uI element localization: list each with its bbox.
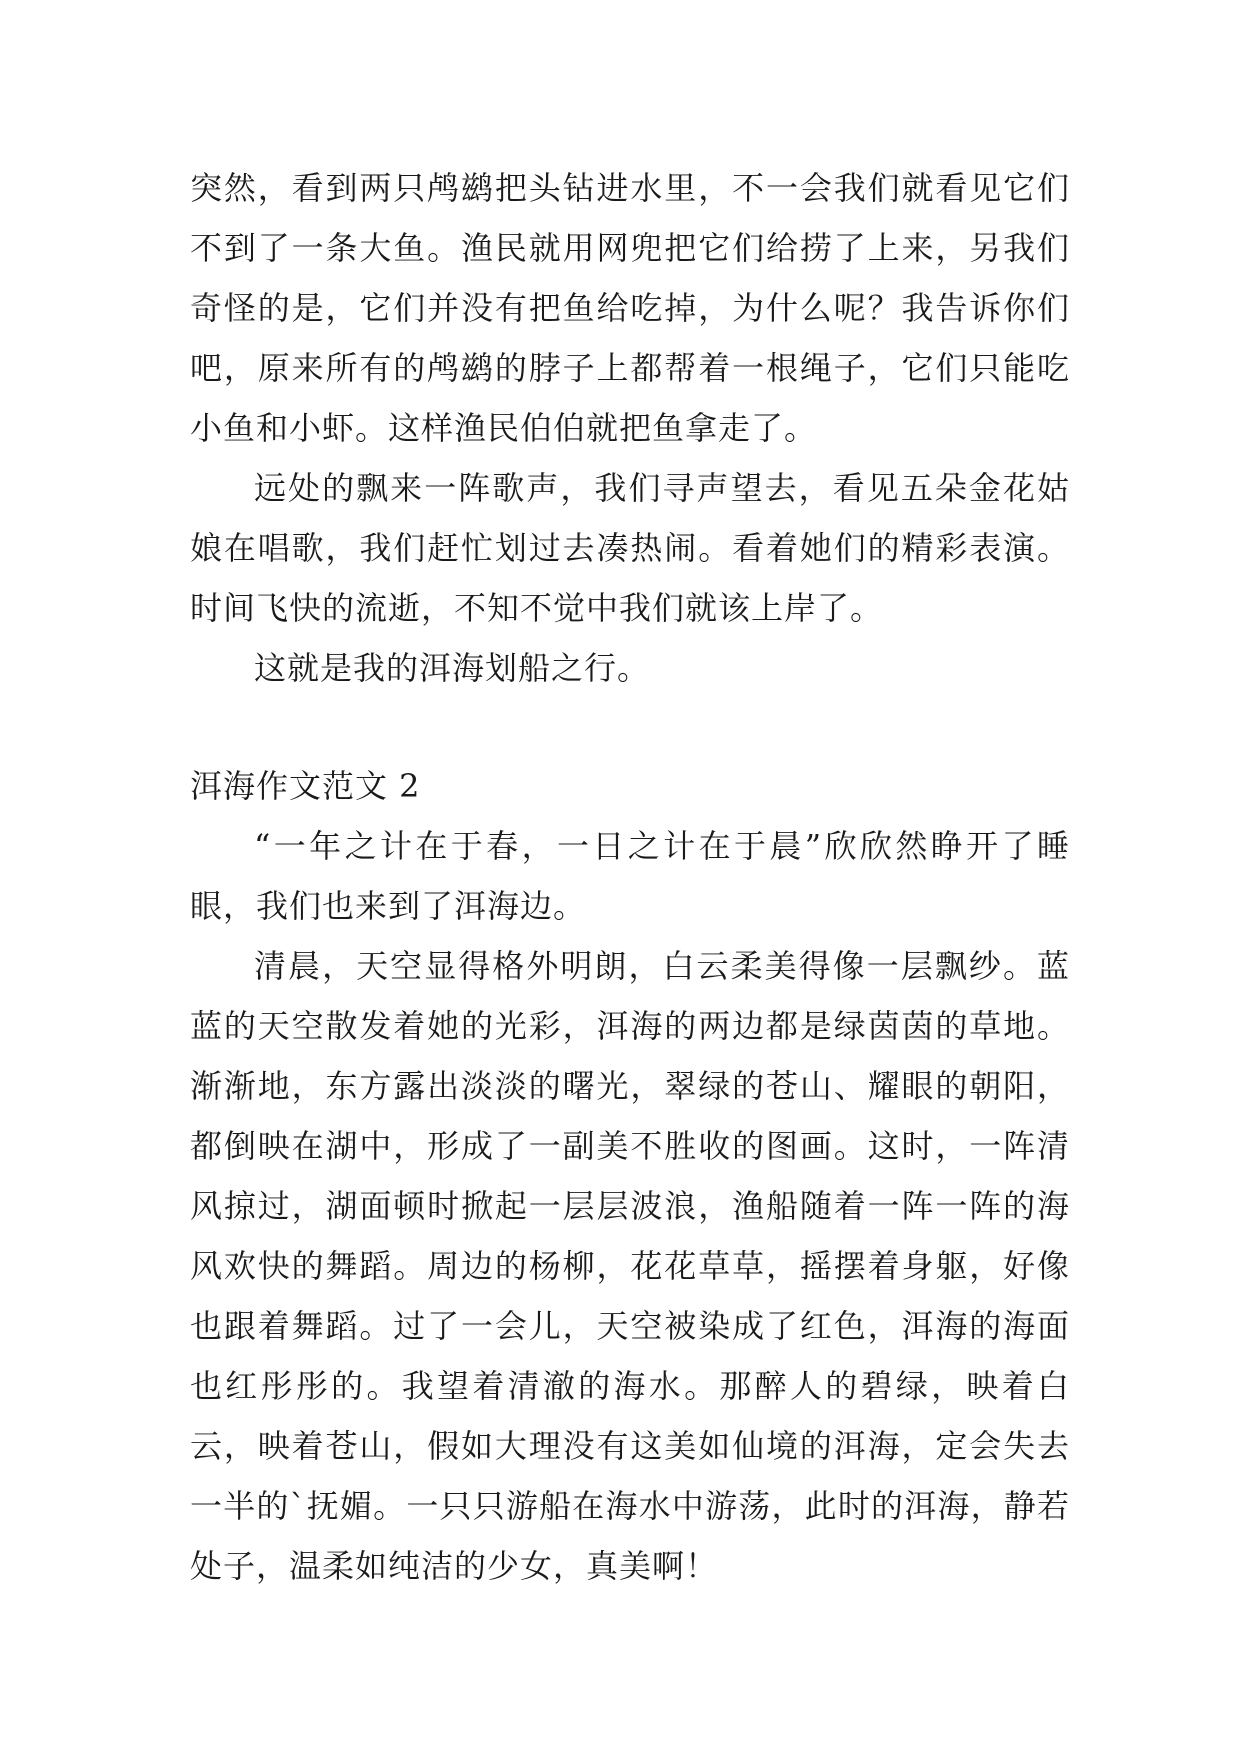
paragraph-opening-quote: “一年之计在于春，一日之计在于晨”欣欣然睁开了睡眼，我们也来到了洱海边。 <box>190 827 1070 925</box>
paragraph-conclusion: 这就是我的洱海划船之行。 <box>254 649 651 687</box>
section-spacer <box>190 698 1070 756</box>
document-body <box>190 158 1070 1596</box>
paragraph-cormorants: 突然，看到两只鸬鹚把头钻进水里，不一会我们就看见它们不到了一条大鱼。渔民就用网兜把它们给捞了上来，另我们奇怪的是，它们并没有把鱼给吃掉，为什么呢？我告诉你们吧，原来所有的鸬鹚的脖子上都帮着一根绳子，它们只能吃小鱼和小虾。这样渔民伯伯就把鱼拿走了。 <box>190 169 1070 447</box>
paragraph-morning-scene: 清晨，天空显得格外明朗，白云柔美得像一层飘纱。蓝蓝的天空散发着她的光彩，洱海的两边都是绿茵茵的草地。渐渐地，东方露出淡淡的曙光，翠绿的苍山、耀眼的朝阳，都倒映在湖中，形成了一副美不胜收的图画。这时，一阵清风掠过，湖面顿时掀起一层层波浪，渔船随着一阵一阵的海风欢快的舞蹈。周边的杨柳，花花草草，摇摆着身躯，好像也跟着舞蹈。过了一会儿，天空被染成了红色，洱海的海面也红彤彤的。我望着清澈的海水。那醉人的碧绿，映着白云，映着苍山，假如大理没有这美如仙境的洱海，定会失去一半的`抚媚。一只只游船在海水中游荡，此时的洱海，静若处子，温柔如纯洁的少女，真美啊！ <box>190 947 1070 1585</box>
paragraph-singing: 远处的飘来一阵歌声，我们寻声望去，看见五朵金花姑娘在唱歌，我们赶忙划过去凑热闹。看着她们的精彩表演。时间飞快的流逝，不知不觉中我们就该上岸了。 <box>190 469 1070 627</box>
section-title: 洱海作文范文 2 <box>190 767 421 805</box>
